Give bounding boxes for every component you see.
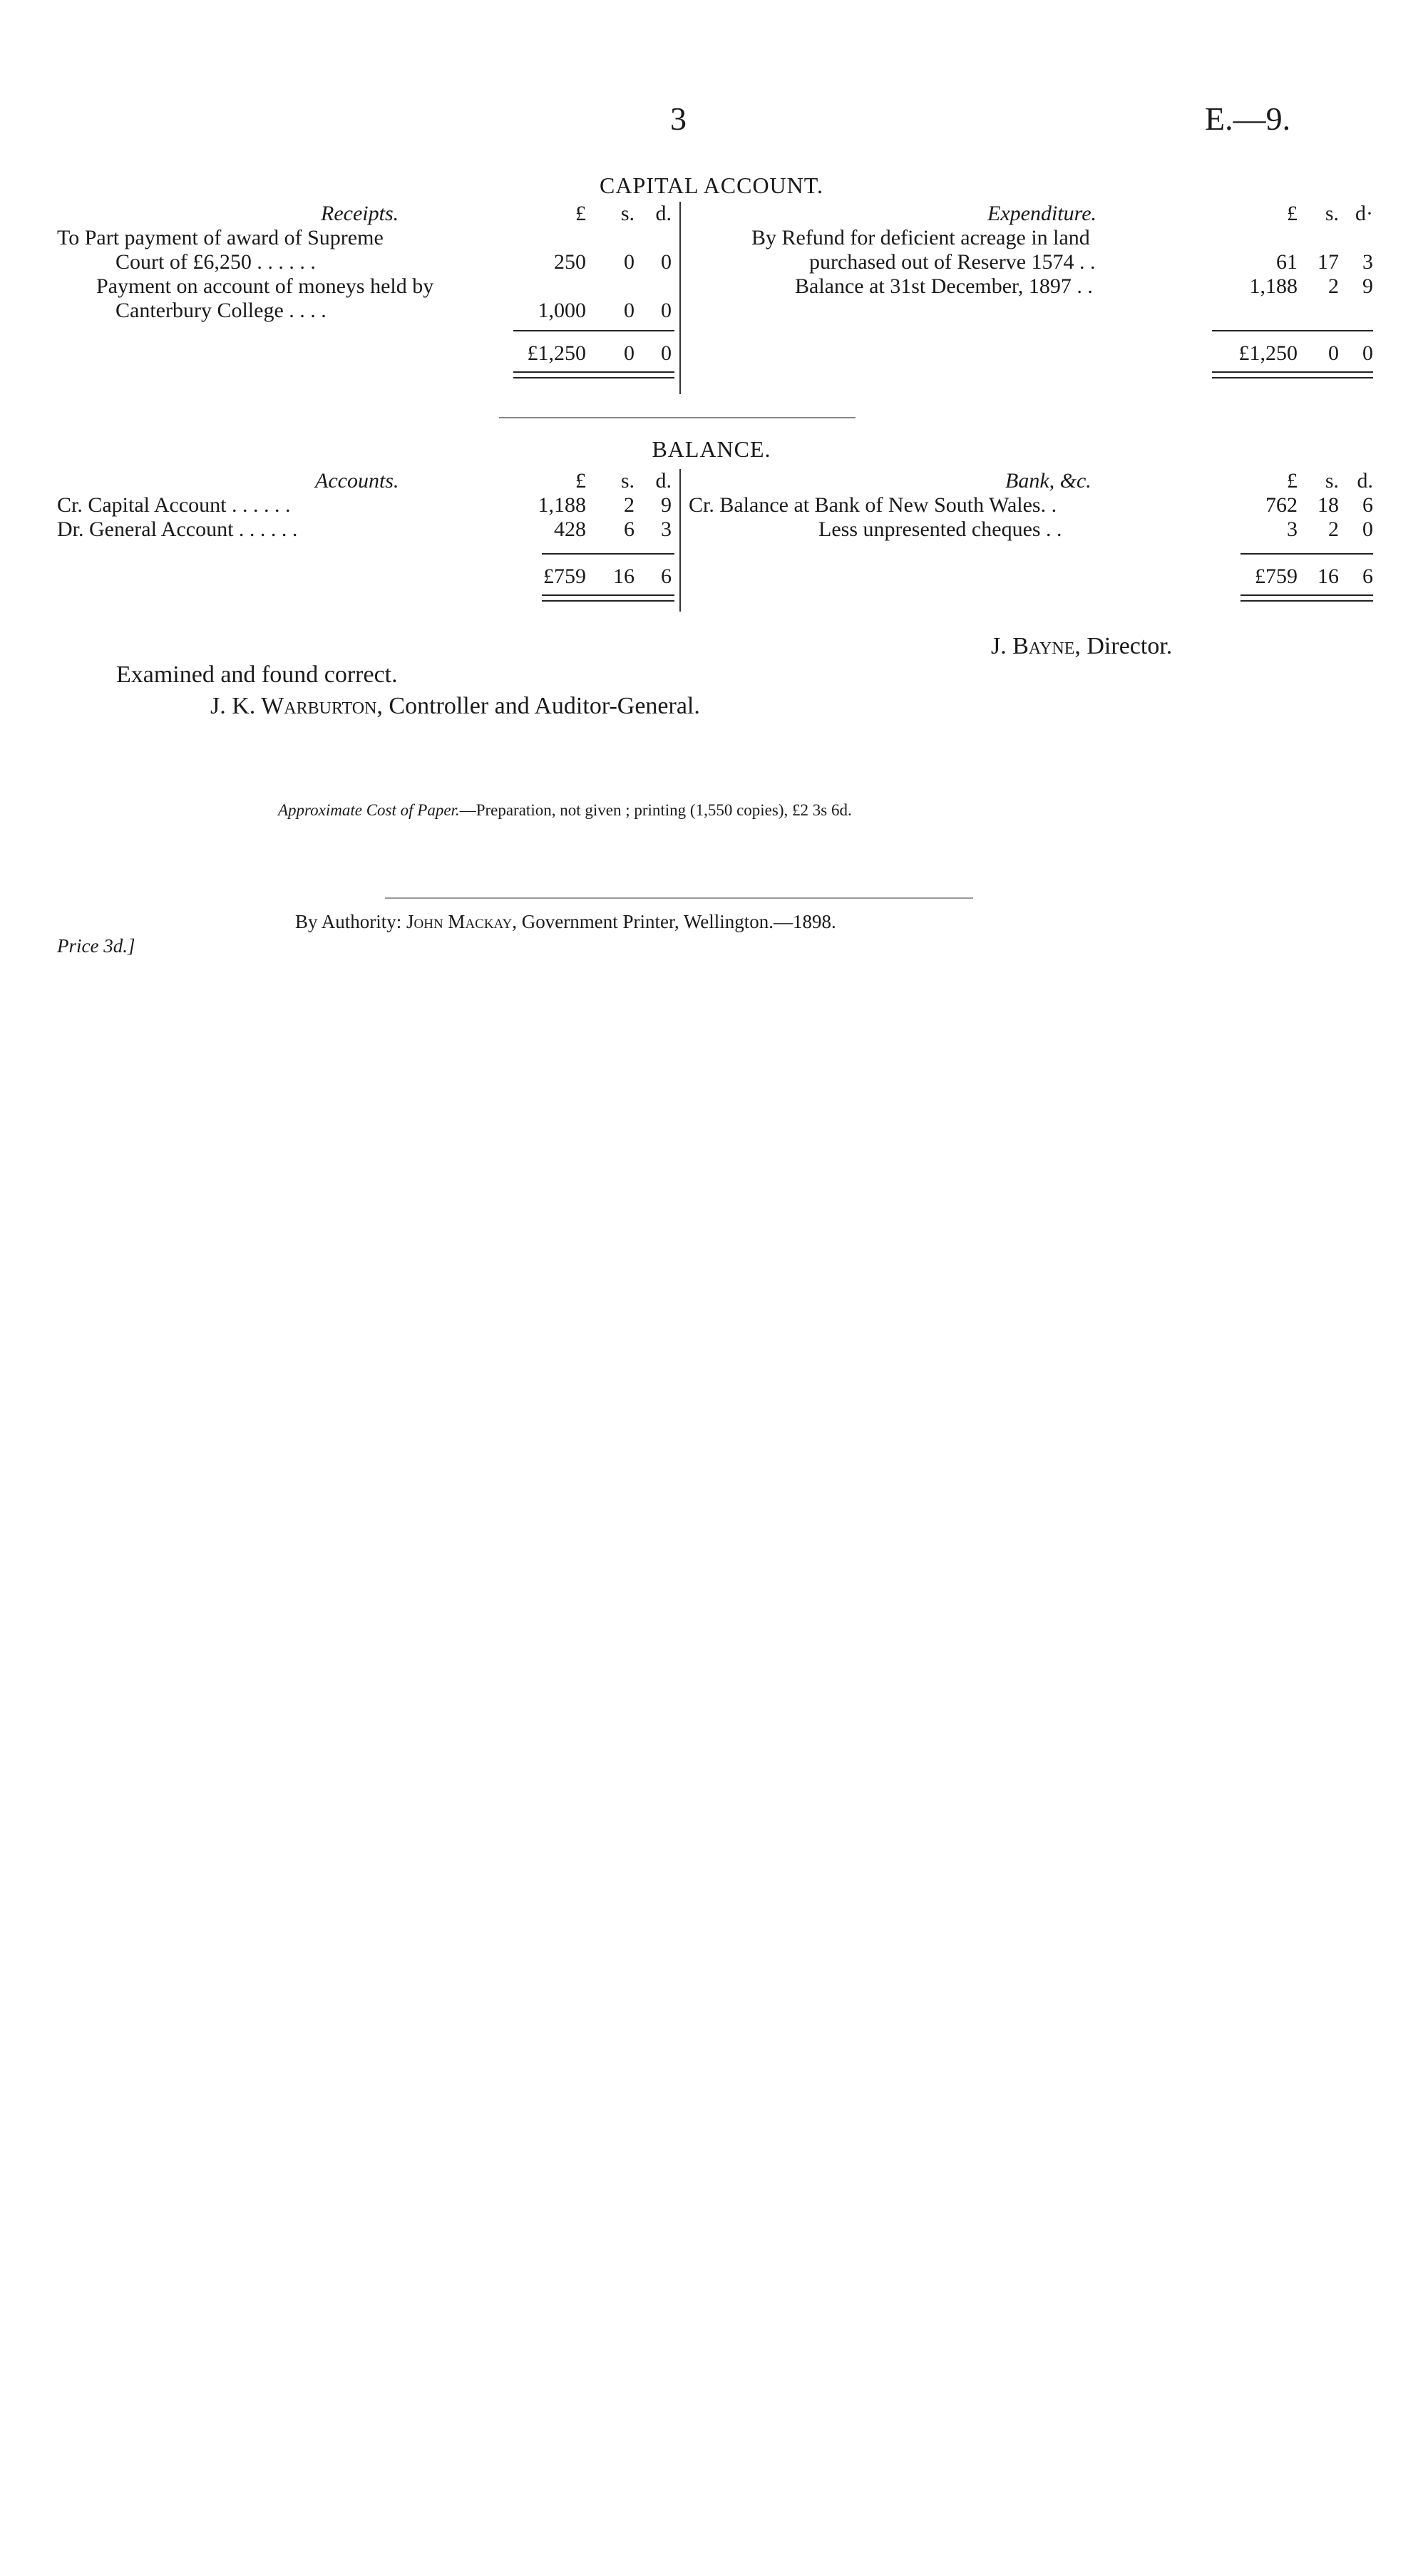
director-name: J. Bayne, — [991, 633, 1081, 659]
total-pounds: £1,250 — [1238, 341, 1298, 365]
ledger-row — [57, 517, 677, 542]
subtotal-rule — [513, 330, 674, 331]
printer-name: John Mackay, — [406, 911, 518, 932]
bank-heading: Bank, &c. — [1005, 469, 1091, 493]
ledger-row — [684, 226, 1312, 250]
pence-heading: d. — [655, 469, 672, 493]
entry-pence: 3 — [661, 517, 672, 541]
director-title: Director. — [1086, 633, 1173, 659]
entry-pence: 9 — [661, 493, 672, 517]
pounds-heading: £ — [575, 469, 586, 493]
accounts-column — [57, 469, 677, 588]
total-pounds: £759 — [543, 565, 586, 588]
total-shillings: 0 — [624, 341, 635, 365]
imprint-authority: By Authority: — [295, 911, 402, 932]
receipts-heading: Receipts. — [321, 202, 399, 225]
total-double-rule — [1240, 594, 1373, 602]
expenditure-column — [684, 202, 1373, 365]
ledger-divider — [679, 202, 681, 394]
cost-of-paper-note — [278, 801, 852, 820]
total-shillings: 16 — [613, 565, 635, 588]
ledger-row — [57, 274, 677, 299]
entry-shillings: 2 — [1328, 517, 1339, 541]
entry-pounds: 762 — [1265, 493, 1298, 517]
ledger-row — [57, 226, 677, 250]
bank-column — [684, 469, 1373, 588]
total-pounds: £1,250 — [527, 341, 586, 365]
director-signature — [991, 633, 1172, 660]
imprint-details: Government Printer, Wellington.—1898. — [521, 911, 836, 932]
entry-description: Cr. Balance at Bank of New South Wales. . — [689, 493, 1057, 517]
pounds-heading: £ — [1287, 469, 1298, 493]
page-number: 3 — [670, 101, 687, 137]
total-row — [57, 341, 677, 366]
shillings-heading: s. — [1325, 469, 1339, 493]
entry-pounds: 61 — [1276, 250, 1298, 274]
capital-account-ledger — [57, 202, 1373, 394]
entry-pounds: 428 — [554, 517, 586, 541]
ledger-row — [684, 250, 1373, 274]
total-pence: 0 — [661, 341, 672, 365]
receipts-column — [57, 202, 677, 365]
pence-heading: d. — [1357, 469, 1373, 493]
entry-shillings: 17 — [1317, 250, 1339, 274]
audit-statement: Examined and found correct. — [116, 661, 398, 688]
entry-description: Payment on account of moneys held by — [96, 274, 434, 298]
total-shillings: 0 — [1328, 341, 1339, 365]
entry-pence: 0 — [661, 250, 672, 274]
entry-pounds: 1,000 — [538, 299, 586, 322]
entry-pence: 9 — [1362, 274, 1373, 298]
entry-shillings: 6 — [624, 517, 635, 541]
pence-heading: d. — [655, 202, 672, 225]
ledger-row — [57, 493, 677, 517]
entry-pence: 0 — [661, 299, 672, 322]
ledger-row — [684, 274, 1373, 299]
entry-description: By Refund for deficient acreage in land — [751, 226, 1090, 249]
entry-description: Cr. Capital Account . . . . . . — [57, 493, 291, 517]
cost-note-text: —Preparation, not given ; printing (1,550 copies), £2 3s 6d. — [459, 801, 852, 819]
auditor-title: Controller and Auditor-General. — [389, 693, 700, 719]
entry-pounds: 3 — [1287, 517, 1298, 541]
total-row — [57, 565, 677, 589]
entry-shillings: 18 — [1317, 493, 1339, 517]
auditor-signature — [210, 693, 700, 720]
imprint-rule — [385, 897, 973, 899]
entry-shillings: 2 — [624, 493, 635, 517]
subtotal-rule — [1240, 553, 1373, 555]
entry-pounds: 1,188 — [538, 493, 586, 517]
balance-title: BALANCE. — [652, 436, 771, 462]
balance-ledger — [57, 469, 1373, 612]
printer-imprint — [295, 911, 836, 933]
subtotal-rule — [542, 553, 674, 555]
total-shillings: 16 — [1317, 565, 1339, 588]
entry-pence: 0 — [1362, 517, 1373, 541]
total-pounds: £759 — [1255, 565, 1298, 588]
entry-description: purchased out of Reserve 1574 . . — [809, 250, 1096, 274]
total-pence: 6 — [1362, 565, 1373, 588]
entry-pounds: 250 — [554, 250, 586, 274]
ledger-row — [57, 250, 677, 274]
entry-shillings: 0 — [624, 299, 635, 322]
cost-note-label: Approximate Cost of Paper. — [278, 801, 460, 819]
entry-description: Court of £6,250 . . . . . . — [115, 250, 316, 274]
subtotal-rule — [1212, 330, 1373, 331]
entry-shillings: 0 — [624, 250, 635, 274]
total-double-rule — [1212, 371, 1373, 378]
total-double-rule — [513, 371, 674, 378]
pence-heading: d· — [1355, 202, 1373, 225]
shillings-heading: s. — [620, 202, 635, 225]
document-reference: E.—9. — [1205, 101, 1291, 137]
section-separator — [499, 417, 856, 418]
pounds-heading: £ — [575, 202, 586, 225]
total-row — [684, 341, 1373, 366]
entry-description: Canterbury College . . . . — [115, 299, 327, 322]
entry-description: To Part payment of award of Supreme — [57, 226, 384, 249]
accounts-heading: Accounts. — [315, 469, 399, 493]
entry-pence: 6 — [1362, 493, 1373, 517]
total-pence: 0 — [1362, 341, 1373, 365]
total-row — [684, 565, 1373, 589]
pounds-heading: £ — [1287, 202, 1298, 225]
expenditure-heading: Expenditure. — [987, 202, 1097, 225]
ledger-row — [684, 517, 1373, 542]
ledger-divider — [679, 469, 681, 612]
total-double-rule — [542, 594, 674, 602]
shillings-heading: s. — [620, 469, 635, 493]
entry-shillings: 2 — [1328, 274, 1339, 298]
entry-pounds: 1,188 — [1249, 274, 1298, 298]
entry-description: Balance at 31st December, 1897 . . — [795, 274, 1093, 298]
ledger-row — [684, 493, 1373, 517]
entry-description: Dr. General Account . . . . . . — [57, 517, 298, 541]
ledger-row — [57, 299, 677, 323]
entry-description: Less unpresented cheques . . — [818, 517, 1062, 541]
total-pence: 6 — [661, 565, 672, 588]
capital-account-title: CAPITAL ACCOUNT. — [600, 172, 823, 198]
shillings-heading: s. — [1325, 202, 1339, 225]
auditor-name: J. K. Warburton, — [210, 693, 383, 719]
entry-pence: 3 — [1362, 250, 1373, 274]
price-label: Price 3d.] — [57, 935, 135, 957]
